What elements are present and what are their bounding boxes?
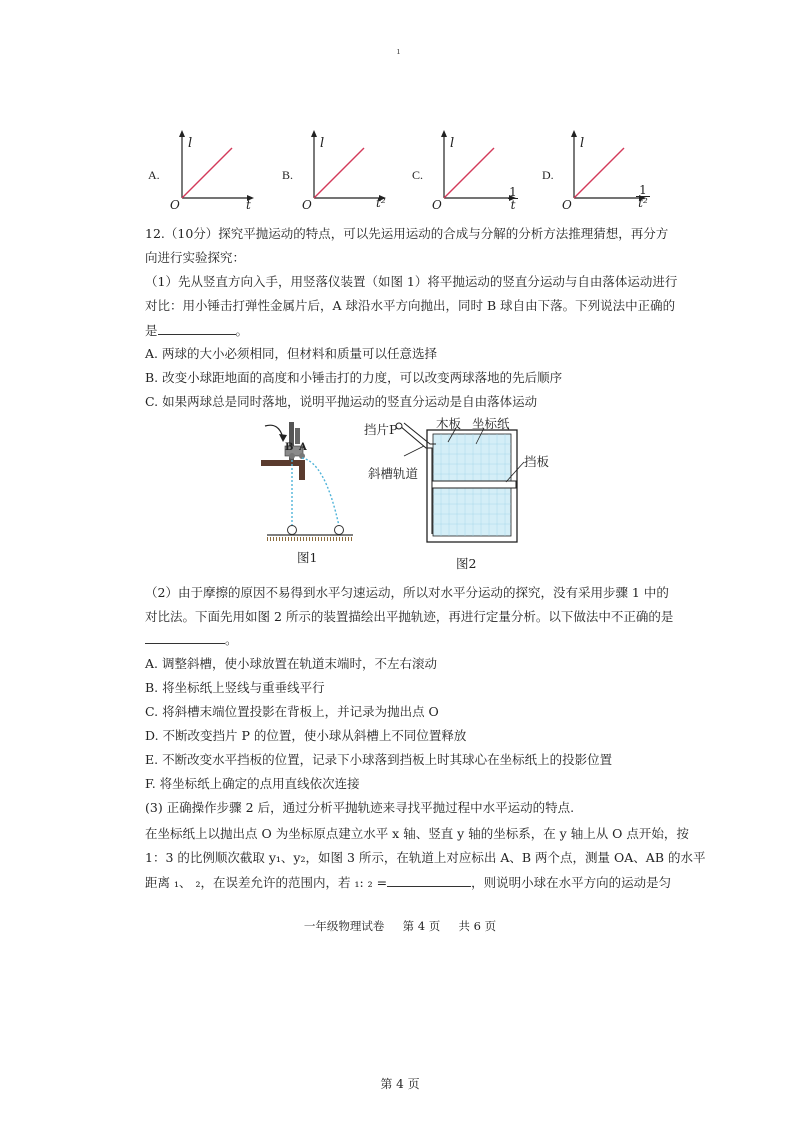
- ball-a-label: A: [299, 442, 307, 453]
- x-axis-numerator: 1: [509, 185, 517, 199]
- label-muban: 木板: [436, 416, 462, 431]
- ball-b-label: B: [285, 442, 294, 453]
- origin-label: O: [170, 198, 180, 212]
- answer-blank-3[interactable]: [387, 874, 471, 887]
- figure-1-svg: [255, 418, 365, 548]
- x-axis-denominator: t: [510, 198, 516, 212]
- graph-option-a: [140, 128, 260, 218]
- option-label: D.: [542, 168, 554, 182]
- label-zuobiaozhi: 坐标纸: [472, 416, 510, 431]
- q12-part1-option-a: A. 两球的大小必须相同，但材料和质量可以任意选择: [145, 346, 437, 361]
- q12-part3-line3: 1：3 的比例顺次截取 y₁、y₂，如图 3 所示，在轨道上对应标出 A、B 两个点，测量 OA、AB 的水平: [145, 850, 706, 865]
- page-number: 第 4 页: [380, 1077, 420, 1091]
- q12-part2-line1: （2）由于摩擦的原因不易得到水平匀速运动，所以对水平分运动的探究，没有采用步骤 1 中的: [145, 585, 669, 600]
- x-axis-numerator: 1: [636, 184, 650, 197]
- q12-stem-line1: 12.（10分）探究平抛运动的特点，可以先运用运动的合成与分解的分析方法推理猜想，再分方: [145, 226, 669, 241]
- origin-label: O: [562, 198, 572, 212]
- header-mark: ı: [397, 47, 400, 57]
- option-label: C.: [412, 168, 424, 182]
- q12-part1-prefix: 是: [145, 323, 158, 338]
- option-label: B.: [282, 168, 294, 182]
- label-xiecao: 斜槽轨道: [368, 466, 419, 481]
- q12-part2-line2: 对比法。下面先用如图 2 所示的装置描绘出平抛轨迹，再进行定量分析。以下做法中不正确的是: [145, 609, 674, 624]
- graph-options: [140, 128, 680, 218]
- q12-part1-line2: 对比：用小锤击打弹性金属片后，A 球沿水平方向抛出，同时 B 球自由下落。下列说法中正确的: [145, 298, 676, 313]
- q12-part1-option-c: C. 如果两球总是同时落地，说明平抛运动的竖直分运动是自由落体运动: [145, 394, 538, 409]
- q12-part2-suffix: 。: [225, 632, 238, 647]
- q12-part3-prefix: 距离 ₁、 ₂，在误差允许的范围内，若 ₁: ₂ =: [145, 875, 388, 890]
- figure-2: [364, 416, 550, 578]
- y-axis-label: l: [320, 136, 325, 151]
- q12-part3-line1: (3) 正确操作步骤 2 后，通过分析平抛轨迹来寻找平抛过程中水平运动的特点.: [145, 800, 575, 815]
- x-axis-label: t: [246, 198, 251, 212]
- q12-part1-line3: [145, 322, 248, 339]
- q12-part3-line2: 在坐标纸上以抛出点 O 为坐标原点建立水平 x 轴、竖直 y 轴的坐标系，在 y 轴上从 O 点开始，按: [145, 826, 689, 841]
- q12-part1-option-b: B. 改变小球距地面的高度和小锤击打的力度，可以改变两球落地的先后顺序: [145, 370, 563, 385]
- q12-part2-option-c: C. 将斜槽末端位置投影在背板上，并记录为抛出点 O: [145, 704, 439, 719]
- option-label: A.: [148, 168, 160, 182]
- origin-label: O: [432, 198, 442, 212]
- q12-part1-suffix: 。: [235, 323, 249, 338]
- q12-part1-line1: （1）先从竖直方向入手，用竖落仪装置（如图 1）将平抛运动的竖直分运动与自由落体运动进行: [145, 274, 678, 289]
- q12-part2-option-f: F. 将坐标纸上确定的点用直线依次连接: [145, 776, 360, 791]
- y-axis-label: l: [188, 136, 193, 151]
- q12-part2-line3: [145, 631, 238, 648]
- origin-label: O: [302, 198, 312, 212]
- answer-blank-1[interactable]: [158, 322, 236, 335]
- graph-option-b: [280, 128, 400, 218]
- y-axis-label: l: [450, 136, 455, 151]
- answer-blank-2[interactable]: [145, 631, 225, 644]
- x-axis-label: t²: [376, 196, 386, 210]
- label-dangpian: 挡片P: [364, 422, 398, 437]
- graph-option-c: [408, 128, 538, 218]
- q12-part3-line4: [145, 874, 671, 891]
- q12-part2-option-a: A. 调整斜槽，使小球放置在轨道末端时，不左右滚动: [145, 656, 437, 671]
- q12-part3-suffix: ，则说明小球在水平方向的运动是匀: [471, 875, 672, 890]
- x-axis-denominator: t²: [638, 196, 648, 210]
- label-dangban: 挡板: [524, 454, 550, 469]
- figure-2-caption: 图2: [456, 556, 477, 571]
- graph-option-d: [540, 128, 670, 218]
- q12-part2-option-b: B. 将坐标纸上竖线与重垂线平行: [145, 680, 325, 695]
- figure-1-caption: 图1: [297, 550, 318, 565]
- q12-stem-line2: 向进行实验探究：: [145, 250, 246, 265]
- y-axis-label: l: [580, 136, 585, 151]
- figure-2-svg: [364, 418, 544, 558]
- q12-part2-option-d: D. 不断改变挡片 P 的位置，使小球从斜槽上不同位置释放: [145, 728, 467, 743]
- q12-part2-option-e: E. 不断改变水平挡板的位置，记录下小球落到挡板上时其球心在坐标纸上的投影位置: [145, 752, 613, 767]
- page-footer: 一年级物理试卷 第 4 页 共 6 页: [303, 919, 497, 933]
- figure-1: [255, 418, 365, 568]
